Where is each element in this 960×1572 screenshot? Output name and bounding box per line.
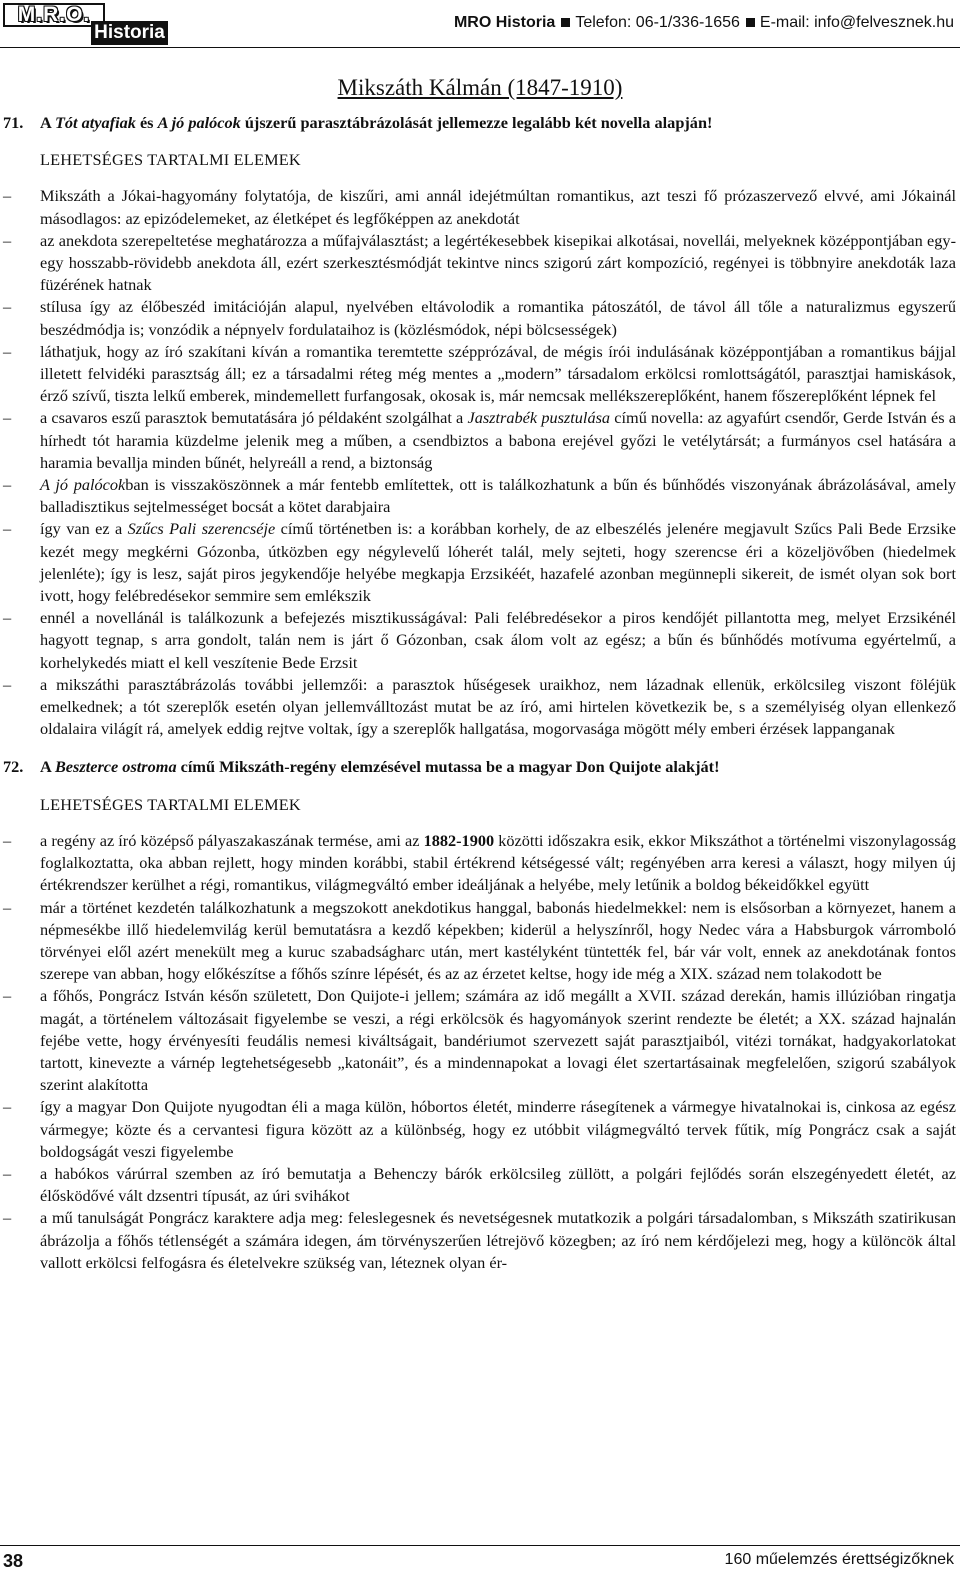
dash-bullet: – bbox=[3, 986, 12, 1006]
page-header bbox=[0, 0, 960, 48]
item-text: a mikszáthi parasztábrázolás további jellemzői: a parasztok hűségesek uraikhoz, nem lázadnak ellenük, erkölcsileg viszont föléjük emelkednek; a tót szereplők esetén olyan jellemválltozást mutat be az író, ami hirtelen következik be, s a személyiség olyan ellenkező oldalaira világít rá, amelyek eddig rejtve voltak, így a szereplők hallgatása, mogorvasága mögött mély emberi érzések lappanganak bbox=[40, 674, 956, 739]
item-text: már a történet kezdetén találkozhatunk a megszokott anekdotikus hanggal, babonás hiedelmekkel: nem is elsősorban a környezet, hanem a népmesékbe illő hiedelemvilág kerül bemutatásra a kezdő képekben; kiderül a helyszínről, hogy Nedec vára a Habsburgok várromboló törvényei elől azért menekült meg a kuruc szabadságharc után, mert kastélyként tüntették fel, bár vár volt, ennek az anekdotának fontos szerepe van abban, hogy előkészítse a főhős színre lépését, és az az érzetet keltse, hogy ide még a XIX. század nem tolakodott be bbox=[40, 897, 956, 984]
page-content bbox=[0, 74, 960, 1274]
list-item bbox=[0, 518, 960, 607]
question-text: A bbox=[40, 113, 55, 132]
work-title: Beszterce ostroma bbox=[54, 757, 177, 777]
item-text: az anekdota szerepeltetése meghatározza a műfajválasztást; a legértékesebbek kisepikai alkotásai, novellái, melyeknek középpontjában egy-egy hosszabb-rövidebb anekdota áll, ezért szerkesztésmódját tekintve nincs szigorú zárt kompozíció, regényei is többnyire anekdoták laza füzérének hatnak bbox=[40, 230, 956, 295]
question-72 bbox=[0, 756, 960, 778]
item-text: láthatjuk, hogy az író szakítani kíván a romantika teremtette szépprózával, de mégis írói indulásának középpontjában a romantikus bájjal illetett felvidéki parasztság áll; ez a társadalmi réteg még mentes a „modern” társadalom erkölcsi romlottságától, parasztjai hamiskások, érző szívű, tiszta lelkű emberek, mindemellett furfangosak, okosak is, már nemcsak mellékszereplőként, hanem főszereplőként lépnek fel bbox=[40, 341, 956, 406]
list-item bbox=[0, 341, 960, 408]
bullet-square-icon bbox=[746, 18, 755, 27]
item-text: a csavaros eszű parasztok bemutatására jó példaként szolgálhat a bbox=[40, 408, 468, 428]
list-item bbox=[0, 474, 960, 518]
logo-historia-text: Historia bbox=[91, 21, 168, 45]
question-text: A bbox=[40, 757, 55, 777]
dash-bullet: – bbox=[3, 674, 12, 694]
dash-bullet: – bbox=[3, 897, 12, 917]
answer-list-71 bbox=[0, 185, 960, 740]
header-phone: Telefon: 06-1/336-1656 bbox=[575, 14, 740, 31]
list-item bbox=[0, 1096, 960, 1163]
question-number: 71. bbox=[3, 113, 24, 132]
dash-bullet: – bbox=[3, 1208, 12, 1228]
page-title: Mikszáth Kálmán (1847-1910) bbox=[337, 75, 623, 100]
answer-list-72 bbox=[0, 830, 960, 1274]
section-subheading: LEHETSÉGES TARTALMI ELEMEK bbox=[40, 150, 301, 170]
item-text: Mikszáth a Jókai-hagyomány folytatója, de kiszűri, ami annál idejétmúltan romantikus, azt teszi fő prózaszervező elvvé, ami Jókainál másodlagos: az epizódelemeket, az életképet és legfőképpen az anekdotát bbox=[40, 186, 956, 228]
page-footer bbox=[0, 1545, 960, 1571]
dash-bullet: – bbox=[3, 1163, 12, 1183]
work-title: A jó palócok bbox=[40, 475, 126, 495]
list-item bbox=[0, 607, 960, 674]
dash-bullet: – bbox=[3, 475, 12, 495]
item-text: így a magyar Don Quijote nyugodtan éli a maga külön, hóbortos életét, minderre rásegítenek a vármegye hivatalnokai is, cinkosa az egész vármegye; közte és a cervantesi figura között az a különbség, hogy ez utóbbit világmegváltó tervek fűtik, míg Pongrácz csak a saját boldogságát veszi figyelembe bbox=[40, 1097, 956, 1161]
item-text: így van ez a bbox=[40, 519, 128, 539]
work-title: Jasztrabék pusztulása bbox=[467, 408, 611, 428]
bullet-square-icon bbox=[561, 18, 570, 27]
item-text: stílusa így az élőbeszéd imitációján alapul, nyelvében eltávolodik a romantika pátoszától, de távol áll tőle a naturalizmus egyszerű beszédmódja is; vonzódik a népnyelv fordulataihoz is (közlésmódok, népi bölcsességek) bbox=[40, 297, 956, 339]
question-text: és bbox=[135, 113, 158, 132]
header-contact bbox=[454, 14, 954, 32]
item-text: ennél a novellánál is találkozunk a befejezés misztikusságával: Pali felébredésekor a piros kendőjét pillantotta meg, melyet Erzsikénél hagyott tegnap, s arra gondolt, talán nem is járt ő Gózonban, csak álom volt az egész; a bűn és bűnhődés motívuma egyértelmű, a korhelykedés miatt el kell veszítenie Bede Erzsit bbox=[40, 608, 956, 672]
dash-bullet: – bbox=[3, 1097, 12, 1117]
item-text: a főhős, Pongrácz István későn született, Don Quijote-i jellem; számára az idő megállt a XVII. század derekán, hamis illúzióban ringatja magát, a történelem változásait figyelembe se veszi, a régi erkölcsök és hagyományok szerint rendezte be életét; a XX. század hajnalán fejébe vette, hogy érvényesíti feudális nemesi kiváltságait, bandériumot szervezett saját parasztjaiból, vitézi tornákat, hadgyakorlatokat tartott, kinevezte a várnép legtehetségesebb „katonáit”, és a mindennapokat a lovagi élet szertartásainak megfelelően, szigorú szabályok szerint alakította bbox=[40, 986, 956, 1095]
work-title: A jó palócok bbox=[157, 113, 241, 132]
item-text: című történetben is: a korábban korhely, de az elbeszélés jelenére megjavult Szűcs Pali Bede Erzsike kezét megy megkérni Gózonba, útközben egy négylevelű lóherét talál, mely sejteti, hogy szerencse éri a közeljövőben (hiedelmek jelenléte); így is lesz, saját piros jegykendője helyébe megkapja Erzsikéét, hazafelé azonban megünnepli sikereit, de ismét olyan sok bort ivott, hogy felébredésekor semmire sem emlékszik bbox=[40, 519, 956, 606]
dash-bullet: – bbox=[3, 297, 12, 317]
list-item bbox=[0, 897, 960, 986]
header-email: E-mail: info@felvesznek.hu bbox=[759, 14, 954, 31]
header-rule bbox=[0, 47, 960, 48]
list-item bbox=[0, 985, 960, 1096]
question-number: 72. bbox=[3, 757, 24, 777]
footer-rule bbox=[0, 1545, 960, 1546]
section-subheading: LEHETSÉGES TARTALMI ELEMEK bbox=[40, 794, 301, 814]
dash-bullet: – bbox=[3, 608, 12, 628]
item-text: ban is visszaköszönnek a már fentebb említettek, ott is találkozhatunk a bűn és bűnhődés viszonyának ábrázolásával, amely balladisztikus sejtelmességet bocsát a kötet darabjaira bbox=[40, 475, 956, 517]
logo-mro-text: M.R.O. bbox=[3, 3, 105, 27]
header-brand: MRO Historia bbox=[453, 14, 556, 31]
question-71 bbox=[0, 112, 960, 134]
item-text: a habókos várúrral szemben az író bemutatja a Behenczy bárók erkölcsileg züllött, a polgári fejlődés során elszegényedett életét, az élősködővé vált dzsentri típusát, az úri svihákot bbox=[40, 1163, 956, 1206]
list-item bbox=[0, 1207, 960, 1274]
question-text: újszerű parasztábrázolását jellemezze legalább két novella alapján! bbox=[240, 113, 713, 132]
item-text: a mű tanulságát Pongrácz karaktere adja meg: feleslegesnek és nevetségesnek mutatkozik a polgári társadalomban, s Mikszáth szatirikusan ábrázolja a főhős tétlenségét a számára idegen, ám törvényszerűen létrejövő közegben; az író nem kérdőjelezi meg, hogy a különcök által vallott erkölcsi felfogásra és életelvekre szükség van, léteznek olyan ér- bbox=[40, 1208, 956, 1272]
page-number: 38 bbox=[3, 1551, 24, 1571]
list-item bbox=[0, 674, 960, 741]
dash-bullet: – bbox=[3, 830, 12, 850]
footer-book-title: 160 műelemzés érettségizőknek bbox=[724, 1551, 954, 1568]
item-text: közötti időszakra esik, ekkor Mikszáthot a történelmi viszonylagosság foglalkoztatta, oka abban rejlett, hogy minden korábbi, stabil értékrend kétségessé vált; regényében arra keresi a választ, hogy milyen új értékrendszer kerülhet a régi, romantikus, világmegváltó ember ideáljának a helyébe, mely letűnik a boldog békeidőkkel együtt bbox=[40, 830, 956, 895]
dash-bullet: – bbox=[3, 341, 12, 361]
dash-bullet: – bbox=[3, 186, 12, 206]
list-item bbox=[0, 185, 960, 229]
dash-bullet: – bbox=[3, 519, 12, 539]
mro-historia-logo bbox=[3, 3, 168, 43]
dash-bullet: – bbox=[3, 408, 12, 428]
list-item bbox=[0, 407, 960, 474]
list-item bbox=[0, 296, 960, 340]
list-item bbox=[0, 230, 960, 297]
work-title: Szűcs Pali szerencséje bbox=[127, 519, 276, 539]
dash-bullet: – bbox=[3, 230, 12, 250]
item-text: című novella: az agyafúrt csendőr, Gerde István és a hírhedt tót haramia küzdelme jelenik meg a műben, a csendbiztos a babona erejével győzi le vetélytársát; a furmányos csel hatására a haramia bevallja minden bűnét, helyreáll a rend, a biztonság bbox=[40, 408, 956, 472]
list-item bbox=[0, 1163, 960, 1207]
date-range: 1882-1900 bbox=[423, 830, 495, 850]
list-item bbox=[0, 830, 960, 897]
item-text: a regény az író középső pályaszakaszának termése, ami az bbox=[40, 830, 424, 850]
question-text: című Mikszáth-regény elemzésével mutassa be a magyar Don Quijote alakját! bbox=[176, 757, 720, 777]
work-title: Tót atyafiak bbox=[54, 113, 136, 132]
